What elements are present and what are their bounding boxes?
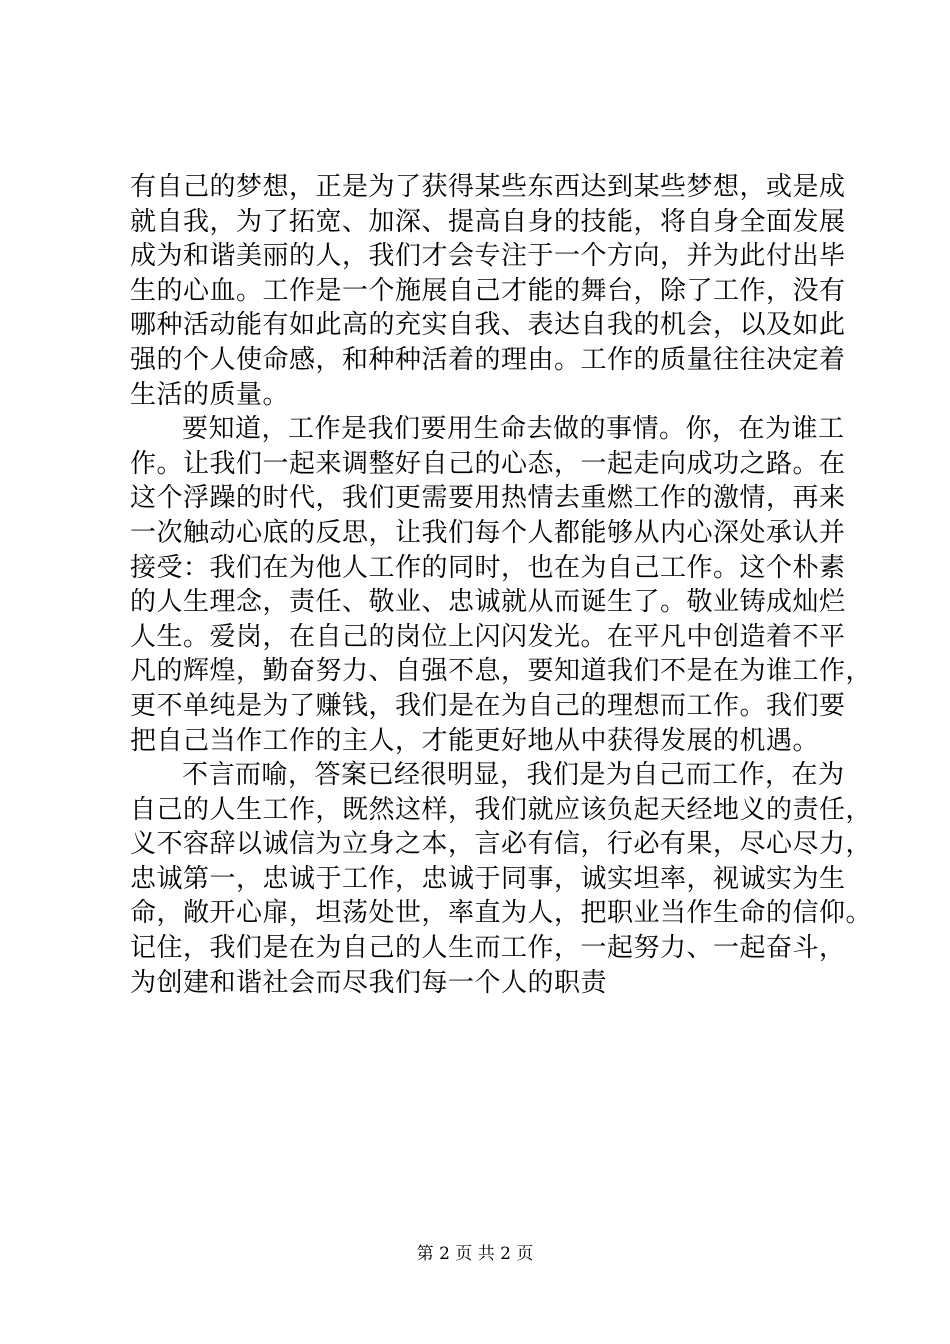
paragraph-line: 把自己当作工作的主人，才能更好地从中获得发展的机遇。 (130, 725, 820, 756)
paragraph-line: 人生。爱岗，在自己的岗位上闪闪发光。在平凡中创造着不平 (130, 621, 846, 652)
paragraph-line: 义不容辞以诚信为立身之本，言必有信，行必有果，尽心尽力， (130, 829, 873, 860)
page-number-label: 第 2 页 共 2 页 (416, 1244, 534, 1264)
paragraph-line: 接受：我们在为他人工作的同时，也在为自己工作。这个朴素 (130, 552, 846, 583)
document-body (130, 170, 873, 1000)
paragraph-line: 更不单纯是为了赚钱，我们是在为自己的理想而工作。我们要 (130, 690, 846, 721)
paragraph-line: 记住，我们是在为自己的人生而工作，一起努力、一起奋斗， (130, 933, 846, 964)
paragraph-line: 成为和谐美丽的人，我们才会专注于一个方向，并为此付出毕 (130, 241, 846, 272)
paragraph-line: 命，敞开心扉，坦荡处世，率直为人，把职业当作生命的信仰。 (130, 898, 873, 929)
page-footer (0, 1243, 950, 1265)
paragraph-line: 的人生理念，责任、敬业、忠诚就从而诞生了。敬业铸成灿烂 (130, 587, 846, 618)
paragraph (130, 758, 873, 1000)
paragraph (130, 170, 846, 412)
paragraph-line: 自己的人生工作，既然这样，我们就应该负起天经地义的责任， (130, 794, 873, 825)
paragraph-line: 一次触动心底的反思，让我们每个人都能够从内心深处承认并 (130, 517, 846, 548)
paragraph-line: 为创建和谐社会而尽我们每一个人的职责 (130, 967, 608, 998)
paragraph-line: 不言而喻，答案已经很明显，我们是为自己而工作，在为 (182, 760, 845, 791)
paragraph-line: 这个浮躁的时代，我们更需要用热情去重燃工作的激情，再来 (130, 483, 846, 514)
paragraph-line: 生活的质量。 (130, 379, 290, 410)
paragraph-line: 哪种活动能有如此高的充实自我、表达自我的机会，以及如此 (130, 310, 846, 341)
paragraph-line: 有自己的梦想，正是为了获得某些东西达到某些梦想，或是成 (130, 172, 846, 202)
paragraph-line: 凡的辉煌，勤奋努力、自强不息，要知道我们不是在为谁工作， (130, 656, 873, 687)
paragraph-line: 忠诚第一，忠诚于工作，忠诚于同事，诚实坦率，视诚实为生 (130, 863, 846, 894)
paragraph-line: 强的个人使命感，和种种活着的理由。工作的质量往往决定着 (130, 344, 846, 375)
paragraph (130, 412, 873, 758)
paragraph-line: 要知道，工作是我们要用生命去做的事情。你，在为谁工 (182, 414, 845, 445)
paragraph-line: 生的心血。工作是一个施展自己才能的舞台，除了工作，没有 (130, 275, 846, 306)
paragraph-line: 作。让我们一起来调整好自己的心态，一起走向成功之路。在 (130, 448, 846, 479)
paragraph-line: 就自我，为了拓宽、加深、提高自身的技能，将自身全面发展 (130, 206, 846, 237)
